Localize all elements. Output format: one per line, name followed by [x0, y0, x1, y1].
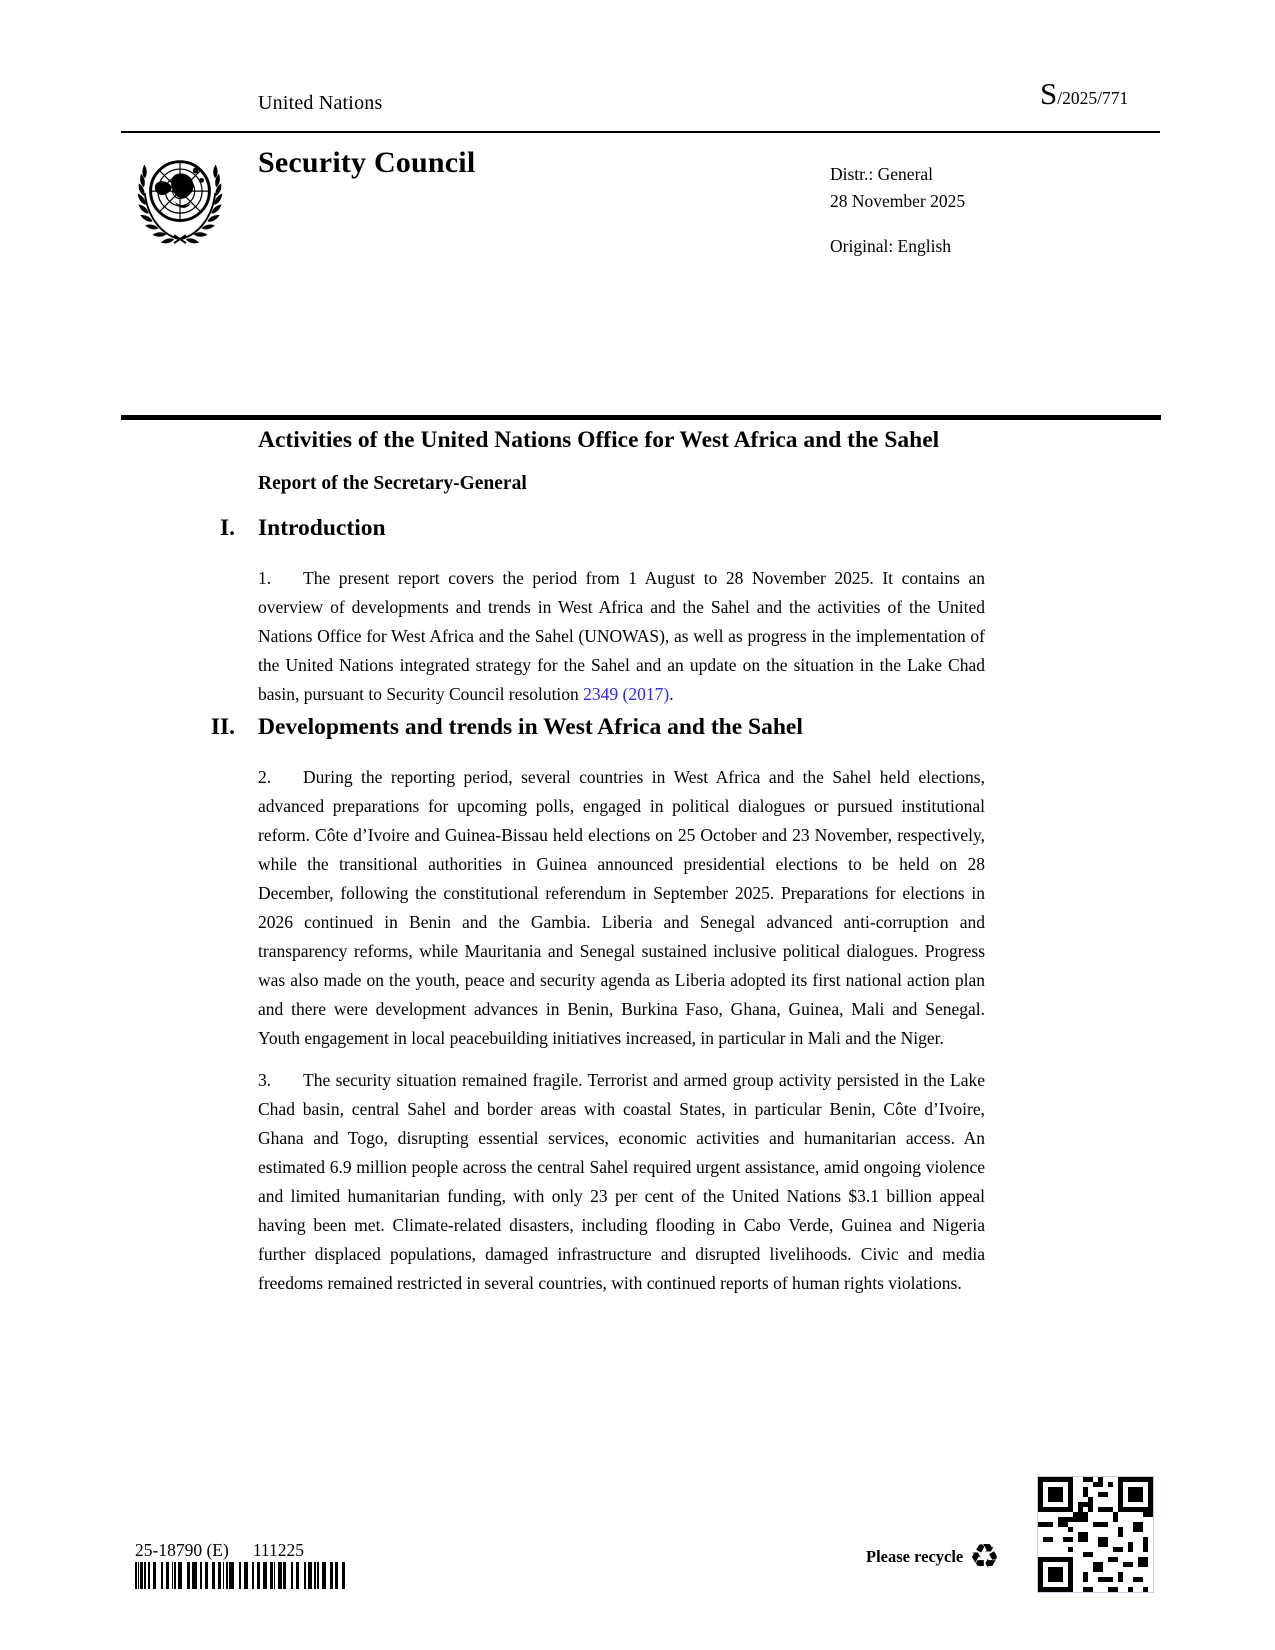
- header-rule: [121, 131, 1160, 133]
- paragraph-number: 3.: [258, 1069, 272, 1090]
- resolution-link[interactable]: 2349 (2017): [583, 683, 670, 704]
- qr-code-image: [1037, 1476, 1154, 1593]
- job-number-line: [135, 1540, 304, 1561]
- section-heading-developments: [210, 712, 985, 742]
- recycle-notice: [866, 1537, 1000, 1577]
- job-number: 25-18790 (E): [135, 1540, 229, 1560]
- section-numeral: I.: [219, 514, 235, 541]
- paragraph-2: [258, 763, 985, 1053]
- title-rule: [121, 415, 1161, 420]
- un-emblem-icon: [131, 148, 229, 249]
- paragraph-number: 2.: [258, 766, 272, 787]
- paragraph-text: The present report covers the period from 1 August to 28 November 2025. It contains an overview of developments and trends in West Africa and the Sahel and the activities of the United Nations Office for West Africa and the Sahel (UNOWAS), as well as progress in the implementation of the United Nations integrated strategy for the Sahel and an update on the situation in the Lake Chad basin, pursuant to Security Council resolution: [258, 567, 985, 704]
- original-language-line: Original: English: [830, 236, 952, 256]
- barcode-image: [135, 1562, 347, 1589]
- job-date-code: 111225: [252, 1540, 305, 1560]
- document-symbol-prefix: S: [1040, 76, 1058, 111]
- paragraph-1: [258, 564, 985, 709]
- paragraph-text: During the reporting period, several countries in West Africa and the Sahel held elections, advanced preparations for upcoming polls, engaged in political dialogues or pursued institutional reform. Côte d’Ivoire and Guinea-Bissau held elections on 25 October and 23 November, respectively, while the transitional authorities in Guinea announced presidential elections to be held on 28 December, following the constitutional referendum in September 2025. Preparations for elections in 2026 continued in Benin and the Gambia. Liberia and Senegal advanced anti-corruption and transparency reforms, while Mauritania and Senegal sustained inclusive political dialogues. Progress was also made on the youth, peace and security agenda as Liberia adopted its first national action plan and there were development advances in Benin, Burkina Faso, Ghana, Guinea, Mali and Senegal. Youth engagement in local peacebuilding initiatives increased, in particular in Mali and the Niger.: [258, 766, 985, 1048]
- paragraph-text-end: .: [669, 683, 674, 704]
- paragraph-3: [258, 1066, 985, 1298]
- section-numeral: II.: [210, 713, 235, 740]
- recycle-label: Please recycle: [866, 1547, 964, 1566]
- distr-line: Distr.: General: [830, 164, 934, 184]
- document-symbol-number: /2025/771: [1057, 88, 1129, 108]
- section-heading-label: Developments and trends in West Africa and the Sahel: [258, 713, 803, 740]
- paragraph-text: The security situation remained fragile. Terrorist and armed group activity persisted in the Lake Chad basin, central Sahel and border areas with coastal States, in particular Benin, Côte d’Ivoire, Ghana and Togo, disrupting essential services, economic activities and humanitarian access. An estimated 6.9 million people across the central Sahel required urgent assistance, amid ongoing violence and limited humanitarian funding, with only 23 per cent of the United Nations $3.1 billion appeal having been met. Climate-related disasters, including flooding in Cabo Verde, Guinea and Nigeria further displaced populations, damaged infrastructure and disrupted livelihoods. Civic and media freedoms remained restricted in several countries, with continued reports of human rights violations.: [258, 1069, 985, 1293]
- section-heading-introduction: [219, 513, 985, 543]
- paragraph-number: 1.: [258, 567, 272, 588]
- content-column: [210, 424, 985, 1298]
- report-subtitle: Report of the Secretary-General: [258, 472, 527, 494]
- org-name: United Nations: [258, 92, 383, 114]
- document-symbol: [1040, 76, 1128, 112]
- organ-name: Security Council: [258, 146, 476, 179]
- section-heading-label: Introduction: [258, 514, 386, 541]
- date-line: 28 November 2025: [830, 190, 966, 211]
- recycle-icon: ♻: [969, 1537, 1000, 1577]
- report-title: Activities of the United Nations Office for West Africa and the Sahel: [258, 427, 940, 453]
- distribution-block: [830, 161, 965, 260]
